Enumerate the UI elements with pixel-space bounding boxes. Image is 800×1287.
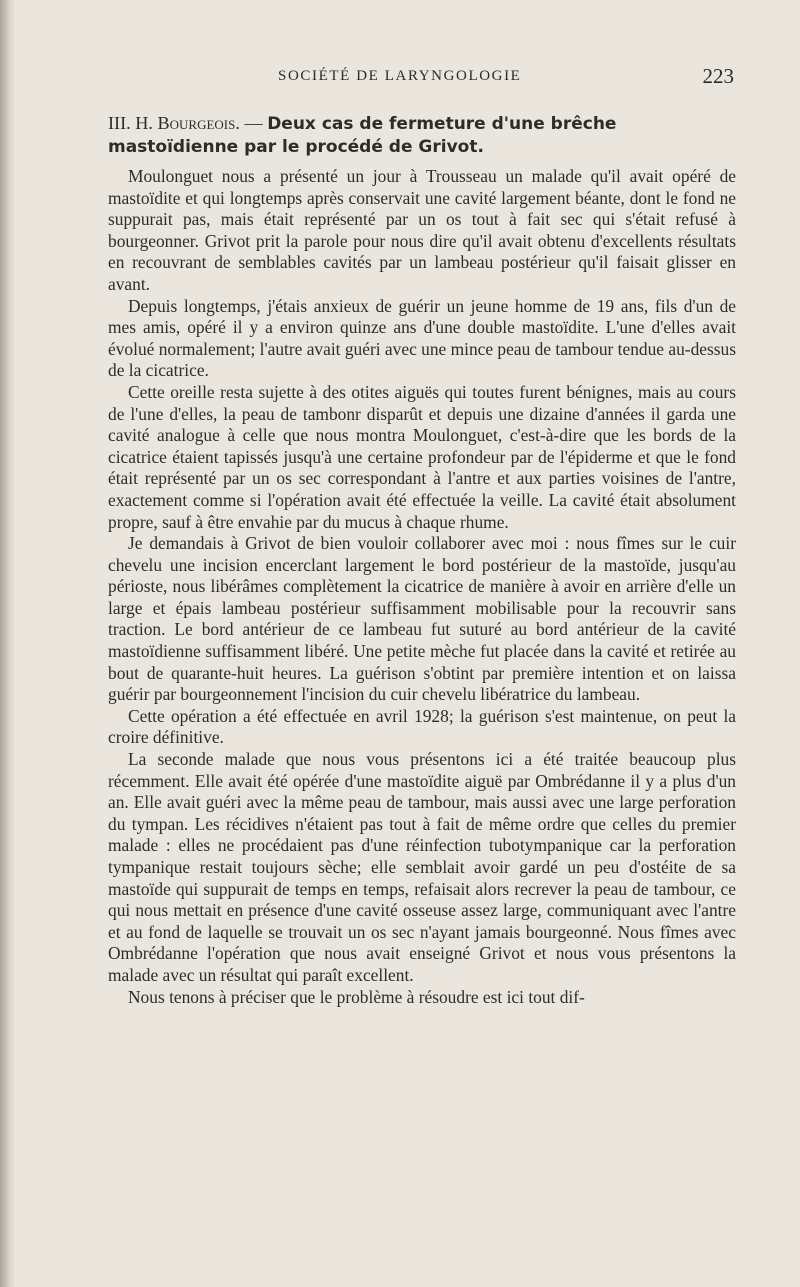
- page-number: 223: [702, 64, 734, 88]
- article-number: III.: [108, 113, 131, 133]
- paragraph: Moulonguet nous a présenté un jour à Trousseau un malade qu'il avait opéré de mastoïdite et qui longtemps après conservait une cavité largement béante, dont le fond ne suppurait pas, mais était représenté par un os tout à fait sec qui s'était refusé à bourgeonner. Grivot prit la parole pour nous dire qu'il avait obtenu d'excellents résultats en recouvrant de semblables cavités par un lambeau postérieur qu'il faisait glisser en avant.: [108, 166, 736, 294]
- paragraph: Depuis longtemps, j'étais anxieux de guérir un jeune homme de 19 ans, fils d'un de mes amis, opéré il y a environ quinze ans d'une double mastoïdite. L'une d'elles avait évolué normalement; l'autre avait guéri avec une mince peau de tambour tendue au-dessus de la cicatrice.: [108, 295, 736, 381]
- paragraph: Cette oreille resta sujette à des otites aiguës qui toutes furent bénignes, mais au cours de l'une d'elles, la peau de tambonr disparût et depuis une dizaine d'années il garda une cavité analogue à celle que nous montra Moulonguet, c'est-à-dire que les bords de la cicatrice étaient tapissés jusqu'à une certaine profondeur par de l'épiderme et que le fond était représenté par un os sec correspondant à l'antre et aux parties voisines de l'antre, exactement comme si l'opération avait été effectuée la veille. La cavité était absolument propre, sauf à être envahie par du mucus à chaque rhume.: [108, 381, 736, 532]
- paragraph: Nous tenons à préciser que le problème à résoudre est ici tout dif-: [128, 986, 585, 1007]
- article-title: [108, 112, 736, 158]
- article-body: [108, 112, 736, 1008]
- article-author: H. Bourgeois. —: [135, 113, 263, 133]
- page-header: [108, 64, 736, 94]
- page-edge-shadow: [0, 0, 16, 1287]
- paragraph: Je demandais à Grivot de bien vouloir collaborer avec moi : nous fîmes sur le cuir chevelu une incision encerclant largement le bord postérieur de la mastoïde, jusqu'au périoste, nous libérâmes complètement la cicatrice de manière à avoir en arrière d'elle un large et épais lambeau postérieur suffisamment mobilisable pour la recouvrir sans traction. Le bord antérieur de ce lambeau fut suturé au bord antérieur de la cavité mastoïdienne suffisamment libéré. Une petite mèche fut placée dans la cavité et retirée au bout de quarante-huit heures. La guérison s'obtint par première intention et on laissa guérir par bourgeonnement l'incision du cuir chevelu libératrice du lambeau.: [108, 533, 736, 705]
- paragraph: Cette opération a été effectuée en avril 1928; la guérison s'est maintenue, on peut la croire définitive.: [108, 705, 736, 748]
- paragraph: La seconde malade que nous vous présentons ici a été traitée beaucoup plus récemment. Elle avait été opérée d'une mastoïdite aiguë par Ombrédanne il y a plus d'un an. Elle avait guéri avec la même peau de tambour, mais aussi avec une large perforation du tympan. Les récidives n'étaient pas tout à fait de même ordre que celles du premier malade : elles ne procédaient pas d'une réinfection tubotympanique car la perforation tympanique restait toujours sèche; elle semblait avoir gardé un peu d'ostéite de sa mastoïde qui suppurait de temps en temps, refaisait alors recrever la peau de tambour, ce qui nous mettait en présence d'une cavité osseuse assez large, communiquant avec l'antre et au fond de laquelle se trouvait un os sec n'ayant jamais bourgeonné. Nous fîmes avec Ombrédanne l'opération que nous avait enseigné Grivot et nous vous présentons la malade avec un résultat qui paraît excellent.: [108, 749, 736, 985]
- article-title-text: Deux cas de fermeture d'une brêche mastoïdienne par le procédé de Grivot.: [108, 114, 617, 157]
- running-head: SOCIÉTÉ DE LARYNGOLOGIE: [278, 68, 522, 84]
